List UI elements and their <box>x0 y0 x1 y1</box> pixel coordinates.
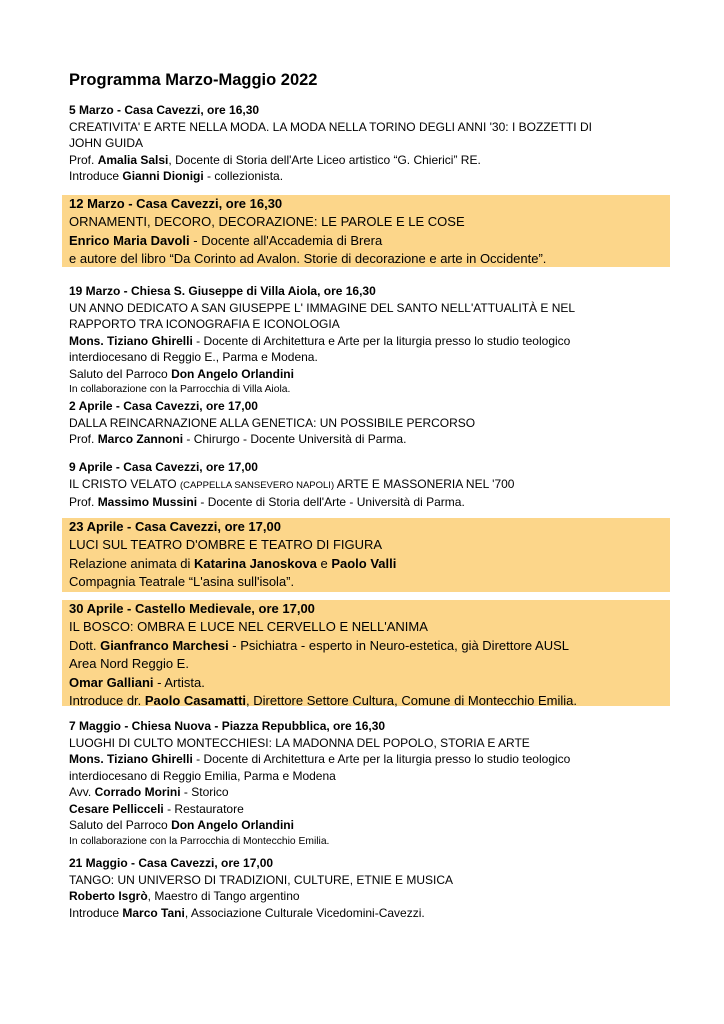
event-topic-line-2: JOHN GUIDA <box>69 136 144 150</box>
event-19-marzo <box>69 283 663 399</box>
speaker-name: Marco Zannoni <box>97 432 184 446</box>
speaker-name: Cesare Pellicceli <box>69 801 164 816</box>
speaker-name: Massimo Mussini <box>97 495 198 509</box>
event-speaker-3: Cesare Pellicceli - Restauratore <box>69 801 244 816</box>
event-heading: 2 Aprile - Casa Cavezzi, ore 17,00 <box>69 399 258 413</box>
event-speaker: Prof. Massimo Mussini - Docente di Storia dell'Arte - Università di Parma. <box>69 495 465 509</box>
event-speaker: Roberto Isgrò, Maestro di Tango argentino <box>69 889 300 903</box>
speaker-name: Enrico Maria Davoli <box>69 232 190 248</box>
event-company: Compagnia Teatrale “L'asina sull'isola”. <box>69 574 295 590</box>
speaker-name: Gianfranco Marchesi <box>100 637 229 653</box>
event-intro: Introduce Marco Tani, Associazione Culturale Vicedomini-Cavezzi. <box>69 905 425 920</box>
event-9-aprile <box>69 459 663 511</box>
event-2-aprile <box>69 398 663 448</box>
greeting-name: Don Angelo Orlandini <box>171 366 294 381</box>
performer-name: Paolo Valli <box>331 555 397 571</box>
intro-name: Marco Tani <box>122 905 185 920</box>
page-title: Programma Marzo-Maggio 2022 <box>69 71 318 89</box>
event-23-aprile <box>62 518 670 592</box>
event-5-marzo <box>69 102 663 185</box>
event-heading: 7 Maggio - Chiesa Nuova - Piazza Repubblica, ore 16,30 <box>69 719 386 733</box>
event-heading: 19 Marzo - Chiesa S. Giuseppe di Villa Aiola, ore 16,30 <box>69 284 376 298</box>
performer-name: Katarina Janoskova <box>194 555 317 571</box>
event-greeting: Saluto del Parroco Don Angelo Orlandini <box>69 818 294 832</box>
intro-name: Paolo Casamatti <box>144 693 247 709</box>
speaker-name: Mons. Tiziano Ghirelli <box>69 333 193 348</box>
event-greeting: Saluto del Parroco Don Angelo Orlandini <box>69 366 294 381</box>
event-heading: 30 Aprile - Castello Medievale, ore 17,00 <box>69 601 315 616</box>
event-topic-line-1: CREATIVITA' E ARTE NELLA MODA. LA MODA NELLA TORINO DEGLI ANNI '30: I BOZZETTI DI <box>69 119 592 134</box>
speaker-name: Corrado Morini <box>94 785 181 799</box>
speaker-name: Amalia Salsi <box>97 152 169 167</box>
event-extra: e autore del libro “Da Corinto ad Avalon. Storie di decorazione e arte in Occidente”. <box>69 251 547 267</box>
event-topic: LUOGHI DI CULTO MONTECCHIESI: LA MADONNA DEL POPOLO, STORIA E ARTE <box>69 735 530 750</box>
event-topic-line-2: RAPPORTO TRA ICONOGRAFIA E ICONOLOGIA <box>69 317 340 331</box>
event-speaker: Prof. Amalia Salsi, Docente di Storia dell'Arte Liceo artistico “G. Chierici” RE. <box>69 152 481 167</box>
event-heading: 9 Aprile - Casa Cavezzi, ore 17,00 <box>69 460 258 474</box>
speaker-name: Roberto Isgrò <box>69 889 148 903</box>
event-speaker: Prof. Marco Zannoni - Chirurgo - Docente Università di Parma. <box>69 432 407 446</box>
event-heading: 23 Aprile - Casa Cavezzi, ore 17,00 <box>69 519 281 534</box>
event-artist: Omar Galliani - Artista. <box>69 674 205 690</box>
event-heading: 5 Marzo - Casa Cavezzi, ore 16,30 <box>69 103 260 117</box>
event-topic: ORNAMENTI, DECORO, DECORAZIONE: LE PAROLE E LE COSE <box>69 214 465 230</box>
event-topic: TANGO: UN UNIVERSO DI TRADIZIONI, CULTURE, ETNIE E MUSICA <box>69 872 454 887</box>
event-speaker-2: Avv. Corrado Morini - Storico <box>69 785 229 799</box>
event-7-maggio <box>69 718 663 850</box>
event-note: In collaborazione con la Parrocchia di Villa Aiola. <box>69 384 291 395</box>
event-12-marzo <box>62 195 670 267</box>
event-speaker: Mons. Tiziano Ghirelli - Docente di Architettura e Arte per la liturgia presso lo studio teologico <box>69 752 571 766</box>
event-topic: LUCI SUL TEATRO D'OMBRE E TEATRO DI FIGURA <box>69 537 383 553</box>
event-intro: Introduce Gianni Dionigi - collezionista. <box>69 169 284 183</box>
event-heading: 12 Marzo - Casa Cavezzi, ore 16,30 <box>69 196 283 211</box>
event-speaker-cont: Area Nord Reggio E. <box>69 656 189 672</box>
intro-name: Gianni Dionigi <box>122 169 204 183</box>
event-speaker: Mons. Tiziano Ghirelli - Docente di Architettura e Arte per la liturgia presso lo studio teologico <box>69 333 571 348</box>
event-relazione: Relazione animata di Katarina Janoskova e Paolo Valli <box>69 555 397 571</box>
event-21-maggio <box>69 855 663 921</box>
event-speaker: Dott. Gianfranco Marchesi - Psichiatra - esperto in Neuro-estetica, già Direttore AUSL <box>69 637 569 653</box>
event-topic: IL BOSCO: OMBRA E LUCE NEL CERVELLO E NELL'ANIMA <box>69 619 428 635</box>
speaker-name: Mons. Tiziano Ghirelli <box>69 752 193 766</box>
event-topic-line-1: UN ANNO DEDICATO A SAN GIUSEPPE L' IMMAGINE DEL SANTO NELL'ATTUALITÀ E NEL <box>69 300 576 315</box>
greeting-name: Don Angelo Orlandini <box>171 818 294 832</box>
event-intro: Introduce dr. Paolo Casamatti, Direttore Settore Cultura, Comune di Montecchio Emilia. <box>69 693 577 709</box>
event-speaker-cont: interdiocesano di Reggio E., Parma e Modena. <box>69 350 318 364</box>
event-30-aprile <box>62 600 670 709</box>
event-speaker: Enrico Maria Davoli - Docente all'Accademia di Brera <box>69 232 383 248</box>
event-topic: IL CRISTO VELATO (CAPPELLA SANSEVERO NAPOLI) ARTE E MASSONERIA NEL '700 <box>69 476 515 491</box>
event-note: In collaborazione con la Parrocchia di Montecchio Emilia. <box>69 835 330 847</box>
artist-name: Omar Galliani <box>69 674 154 690</box>
event-speaker-cont: interdiocesano di Reggio Emilia, Parma e Modena <box>69 768 336 783</box>
event-topic: DALLA REINCARNAZIONE ALLA GENETICA: UN POSSIBILE PERCORSO <box>69 415 476 430</box>
event-heading: 21 Maggio - Casa Cavezzi, ore 17,00 <box>69 856 274 870</box>
topic-small: (CAPPELLA SANSEVERO NAPOLI) <box>179 479 335 491</box>
